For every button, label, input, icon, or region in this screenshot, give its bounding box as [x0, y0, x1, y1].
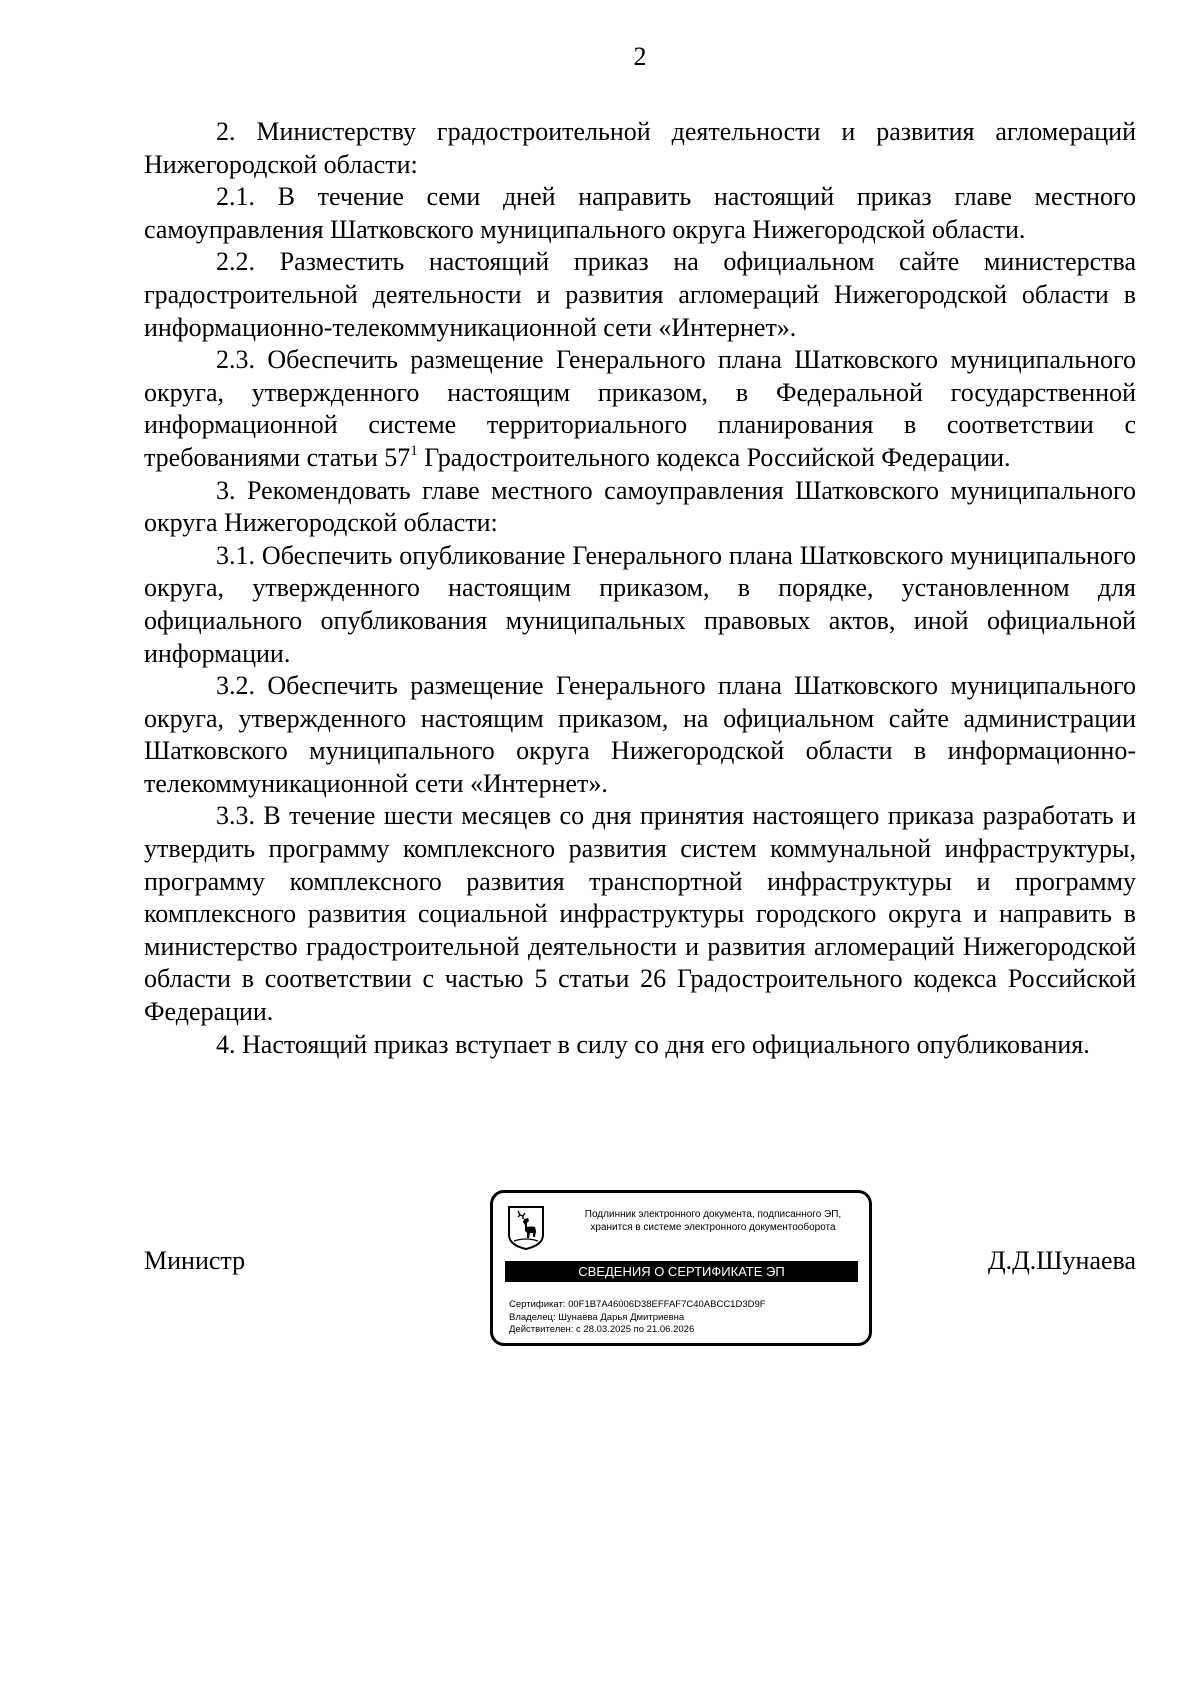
certificate-details [509, 1299, 859, 1337]
paragraph-3: 3. Рекомендовать главе местного самоуправления Шатковского муниципального округа Нижегородской области: [144, 475, 1136, 538]
paragraph-4: 4. Настоящий приказ вступает в силу со дня его официального опубликования. [216, 1029, 1090, 1059]
certificate-number: Сертификат: 00F1B7A46006D38EFFAF7C40ABCC1D3D9F [509, 1299, 766, 1310]
page-number: 2 [633, 42, 647, 71]
electronic-signature-stamp [490, 1190, 872, 1346]
stamp-header [563, 1208, 863, 1234]
certificate-info-band: СВЕДЕНИЯ О СЕРТИФИКАТЕ ЭП [505, 1261, 858, 1282]
paragraph-3-3: 3.3. В течение шести месяцев со дня принятия настоящего приказа разработать и утвердить программу комплексного развития систем коммунальной инфраструктуры, программу комплексного развития транспортной инфраструктуры и программу комплексного развития социальной инфраструктуры городского округа и направить в министерство градостроительной деятельности и развития агломераций Нижегородской области в соответствии с частью 5 статьи 26 Градостроительного кодекса Российской Федерации. [144, 801, 1136, 1027]
stamp-header-line-2: хранится в системе электронного документооборота [590, 1222, 836, 1233]
article-superscript: 1 [410, 442, 418, 459]
paragraph-2-2: 2.2. Разместить настоящий приказ на официальном сайте министерства градостроительной деятельности и развития агломераций Нижегородской области в информационно-телекоммуникационной сети «Интернет». [144, 247, 1136, 342]
paragraph-2-3-text: 2.3. Обеспечить размещение Генерального плана Шатковского муниципального округа, утвержденного настоящим приказом, в Федеральной государственной информационной системе территориального планирования в соответствии с требованиями статьи 57 [144, 345, 1136, 472]
deer-emblem-icon [507, 1205, 545, 1251]
paragraph-3-2: 3.2. Обеспечить размещение Генерального плана Шатковского муниципального округа, утвержденного настоящим приказом, на официальном сайте администрации Шатковского муниципального округа Нижегородской области в информационно-телекоммуникационной сети «Интернет». [144, 671, 1136, 798]
paragraph-2-1: 2.1. В течение семи дней направить настоящий приказ главе местного самоуправления Шатковского муниципального округа Нижегородской области. [144, 182, 1136, 244]
signer-name: Д.Д.Шунаева [987, 1246, 1136, 1275]
document-body [144, 116, 1136, 1061]
paragraph-2-3 [144, 344, 1136, 474]
stamp-header-line-1: Подлинник электронного документа, подписанного ЭП, [584, 1209, 842, 1220]
certificate-owner: Владелец: Шунаева Дарья Дмитриевна [509, 1311, 685, 1323]
paragraph-2-3-text-end: Градостроительного кодекса Российской Федерации. [417, 442, 1011, 472]
paragraph-2: 2. Министерству градостроительной деятельности и развития агломераций Нижегородской области: [144, 117, 1136, 179]
signer-position: Министр [144, 1246, 246, 1275]
certificate-validity: Действителен: с 28.03.2025 по 21.06.2026 [509, 1324, 695, 1335]
paragraph-3-1: 3.1. Обеспечить опубликование Генерального плана Шатковского муниципального округа, утвержденного настоящим приказом, в порядке, установленном для официального опубликования муниципальных правовых актов, иной официальной информации. [144, 540, 1136, 668]
